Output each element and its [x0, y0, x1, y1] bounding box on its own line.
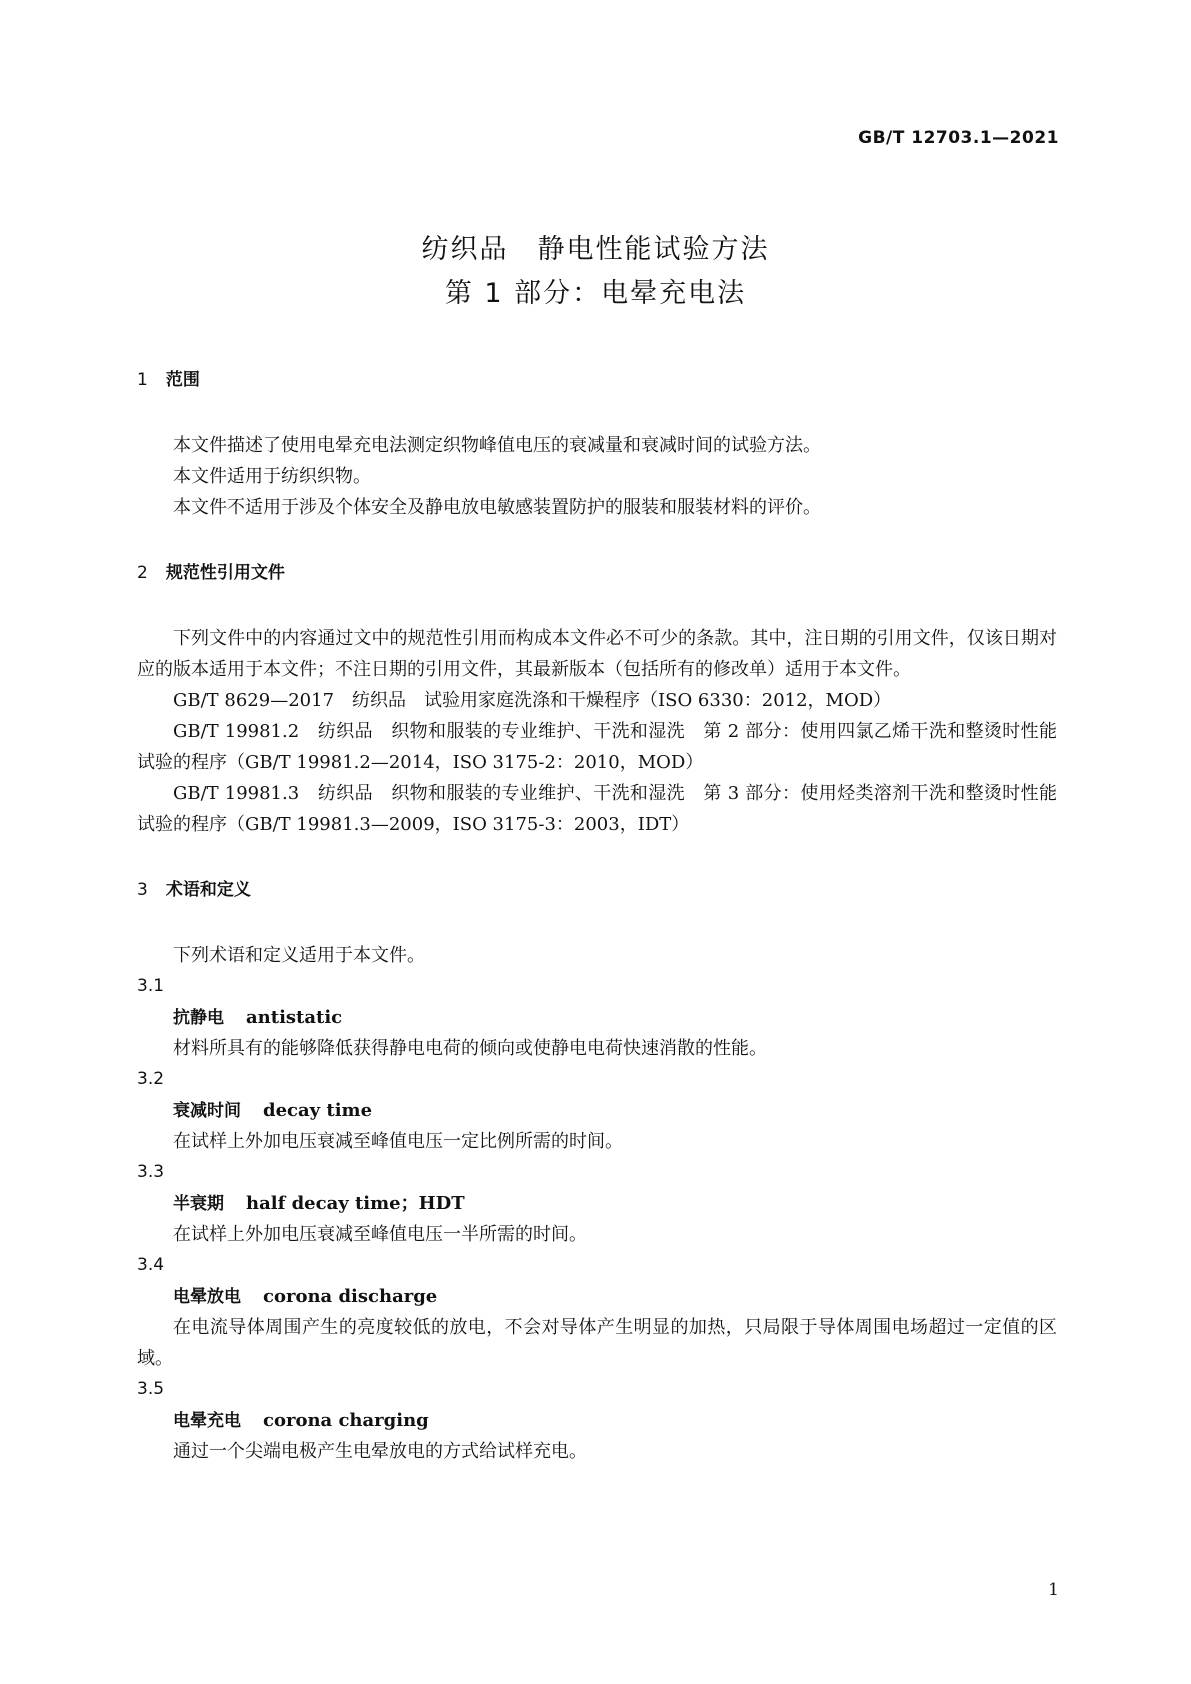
term-name-zh: 衰减时间: [173, 1101, 241, 1121]
section-heading-terms-definitions: [137, 878, 1057, 902]
term-name: [137, 1188, 1057, 1219]
term-number: 3.4: [137, 1255, 165, 1275]
term-name: [137, 1095, 1057, 1126]
term-name-zh: 抗静电: [173, 1008, 224, 1028]
section-title: 规范性引用文件: [165, 563, 285, 583]
term-definition: 在电流导体周围产生的亮度较低的放电，不会对导体产生明显的加热，只局限于导体周围电场超过一定值的区域。: [137, 1317, 1057, 1369]
title-line-2: 第 1 部分：电晕充电法: [444, 278, 747, 309]
term-definition: 在试样上外加电压衰减至峰值电压一定比例所需的时间。: [173, 1131, 623, 1152]
reference-item: GB/T 19981.2 纺织品 织物和服装的专业维护、干洗和湿洗 第 2 部分：使用四氯乙烯干洗和整烫时性能试验的程序（GB/T 19981.2—2014，ISO 3175-2：2010，MOD）: [137, 721, 1057, 773]
section-title: 范围: [165, 370, 200, 390]
term-number: 3.2: [137, 1069, 165, 1089]
section-number: 3: [137, 880, 148, 900]
page-number: 1: [1048, 1580, 1059, 1600]
paragraph: 下列术语和定义适用于本文件。: [173, 945, 425, 966]
title-line-1: 纺织品 静电性能试验方法: [421, 234, 770, 265]
term-entry: [137, 1250, 1057, 1374]
paragraph: 本文件描述了使用电晕充电法测定织物峰值电压的衰减量和衰减时间的试验方法。: [173, 435, 821, 456]
term-definition: 在试样上外加电压衰减至峰值电压一半所需的时间。: [173, 1224, 587, 1245]
term-entry: [137, 1157, 1057, 1250]
section-title: 术语和定义: [165, 880, 251, 900]
term-name-zh: 电晕放电: [173, 1287, 241, 1307]
reference-item: GB/T 8629—2017 纺织品 试验用家庭洗涤和干燥程序（ISO 6330：2012，MOD）: [173, 690, 892, 711]
term-name: [137, 1281, 1057, 1312]
term-name-zh: 半衰期: [173, 1194, 224, 1214]
term-name-en: corona charging: [263, 1410, 429, 1431]
term-number: 3.1: [137, 976, 165, 996]
section-number: 2: [137, 563, 148, 583]
paragraph: 本文件适用于纺织织物。: [173, 466, 371, 487]
term-name-en: antistatic: [246, 1007, 343, 1028]
term-definition: 通过一个尖端电极产生电晕放电的方式给试样充电。: [173, 1441, 587, 1462]
paragraph: 本文件不适用于涉及个体安全及静电放电敏感装置防护的服装和服装材料的评价。: [173, 497, 821, 518]
term-name-en: half decay time；HDT: [246, 1193, 465, 1214]
standard-number: GB/T 12703.1—2021: [858, 128, 1059, 148]
document-title: [0, 228, 1191, 316]
term-number: 3.3: [137, 1162, 165, 1182]
term-name: [137, 1405, 1057, 1436]
section-heading-scope: [137, 368, 1057, 392]
term-entry: [137, 971, 1057, 1064]
term-name-en: corona discharge: [263, 1286, 438, 1307]
paragraph: 下列文件中的内容通过文中的规范性引用而构成本文件必不可少的条款。其中，注日期的引用文件，仅该日期对应的版本适用于本文件；不注日期的引用文件，其最新版本（包括所有的修改单）适用于本文件。: [137, 628, 1057, 680]
section-number: 1: [137, 370, 148, 390]
document-body: [137, 368, 1057, 1467]
term-definition: 材料所具有的能够降低获得静电电荷的倾向或使静电电荷快速消散的性能。: [173, 1038, 767, 1059]
term-entry: [137, 1064, 1057, 1157]
term-entry: [137, 1374, 1057, 1467]
term-name-en: decay time: [263, 1100, 373, 1121]
term-name-zh: 电晕充电: [173, 1411, 241, 1431]
reference-item: GB/T 19981.3 纺织品 织物和服装的专业维护、干洗和湿洗 第 3 部分：使用烃类溶剂干洗和整烫时性能试验的程序（GB/T 19981.3—2009，ISO 3175-3：2003，IDT）: [137, 783, 1057, 835]
term-name: [137, 1002, 1057, 1033]
term-number: 3.5: [137, 1379, 165, 1399]
section-heading-normative-references: [137, 561, 1057, 585]
